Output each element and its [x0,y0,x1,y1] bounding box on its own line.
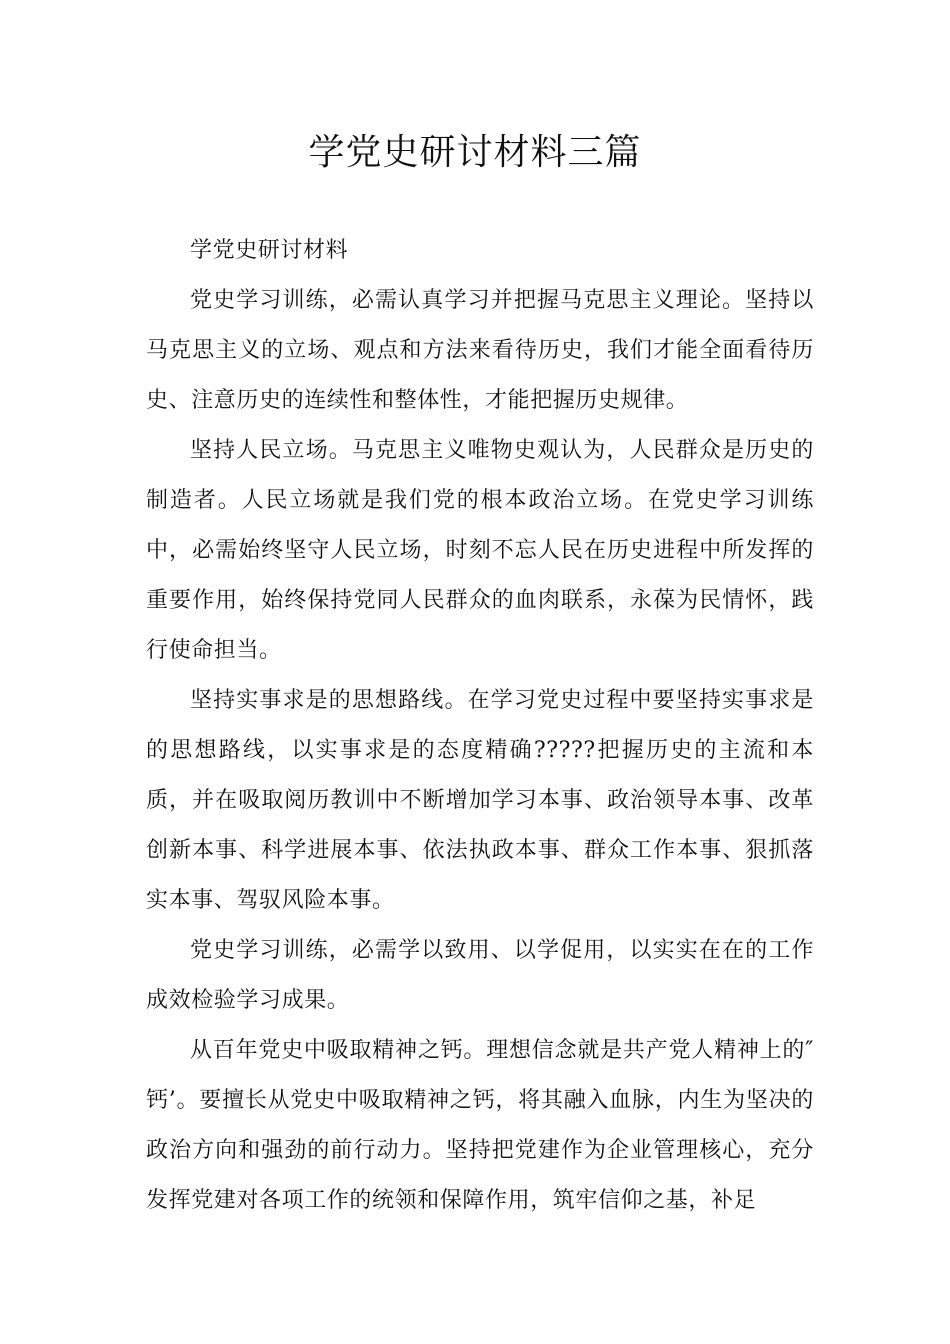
paragraph: 坚持实事求是的思想路线。在学习党史过程中要坚持实事求是的思想路线，以实事求是的态度精确?????把握历史的主流和本质，并在吸取阅历教训中不断增加学习本事、政治领导本事、改革创新本事、科学进展本事、依法执政本事、群众工作本事、狠抓落实本事、驾驭风险本事。 [146,688,814,913]
paragraph: 党史学习训练，必需学以致用、以学促用，以实实在在的工作成效检验学习成果。 [146,938,814,1013]
paragraph: 坚持人民立场。马克思主义唯物史观认为，人民群众是历史的制造者。人民立场就是我们党的根本政治立场。在党史学习训练中，必需始终坚守人民立场，时刻不忘人民在历史进程中所发挥的重要作用，始终保持党同人民群众的血肉联系，永葆为民情怀，践行使命担当。 [146,438,814,663]
document-body [146,226,814,1226]
paragraph: 党史学习训练，必需认真学习并把握马克思主义理论。坚持以马克思主义的立场、观点和方法来看待历史，我们才能全面看待历史、注意历史的连续性和整体性，才能把握历史规律。 [146,288,814,413]
paragraph: 从百年党史中吸取精神之钙。理想信念就是共产党人精神上的″钙’。要擅长从党史中吸取精神之钙，将其融入血脉，内生为坚决的政治方向和强劲的前行动力。坚持把党建作为企业管理核心，充分发挥党建对各项工作的统领和保障作用，筑牢信仰之基，补足 [146,1038,814,1213]
section-heading: 学党史研讨材料 [190,238,349,263]
document-title: 学党史研讨材料三篇 [308,132,642,173]
